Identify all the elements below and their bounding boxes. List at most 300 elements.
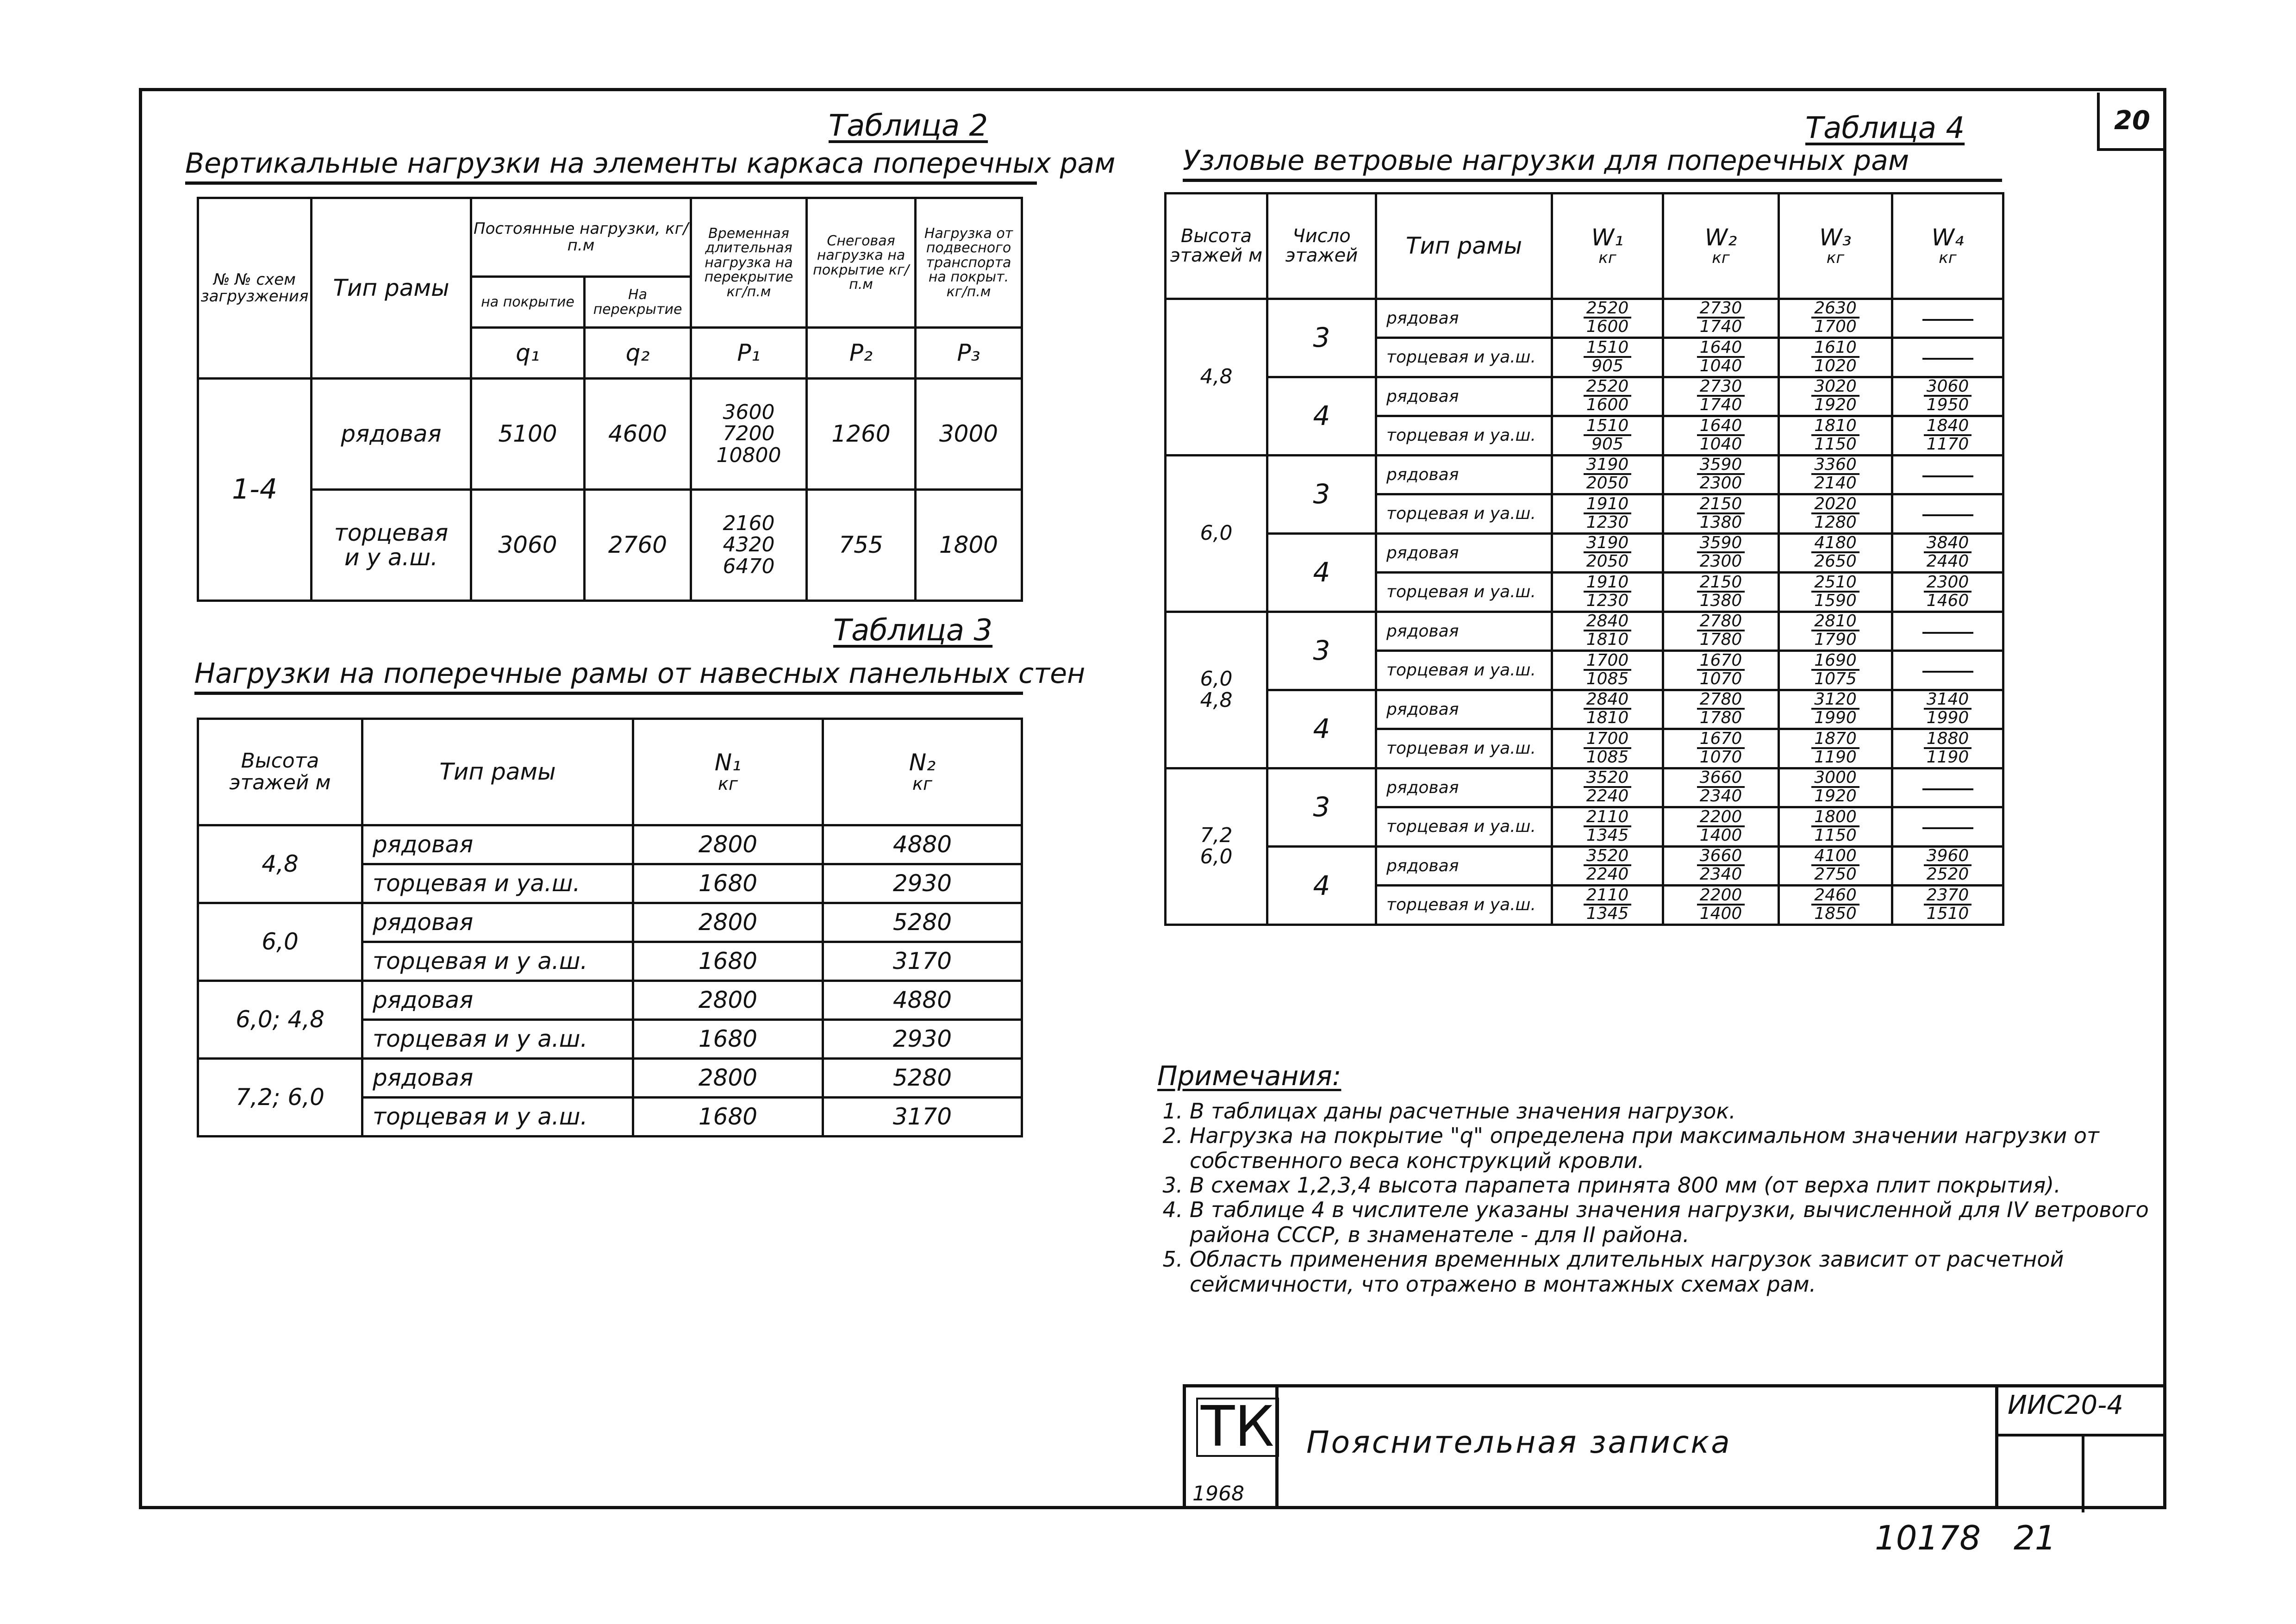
t4-w3-fraction [1811,418,1859,453]
t4-w2 [1663,846,1779,886]
t4-w3-fraction [1811,496,1859,531]
t4-w1-fraction [1584,300,1632,335]
t4-numerator: 4100 [1811,848,1859,866]
t3-height: 6,0 [198,903,362,981]
t4-empty-dash [1922,632,1973,634]
table4-title: Узловые ветровые нагрузки для поперечных рам [1183,144,2002,182]
t4-numerator: 3590 [1697,535,1745,553]
t4-denominator: 1990 [1926,708,1969,728]
t4-denominator: 2240 [1586,787,1629,806]
t4-w1 [1552,690,1663,729]
table4 [1164,192,2004,926]
t4-denominator: 2340 [1699,787,1742,806]
t3-h-unit: кг [912,773,932,794]
t4-frame: торцевая и уа.ш. [1376,886,1552,925]
t4-w1-fraction [1584,613,1632,648]
t4-denominator: 2050 [1586,474,1629,493]
t4-denominator: 2340 [1699,865,1742,884]
t4-h-w3: W₃ [1819,224,1852,251]
t3-n1: 1680 [633,1020,823,1059]
notes [1157,1060,2152,1297]
t4-numerator: 1910 [1584,496,1632,514]
t4-w4 [1892,651,2003,690]
t4-denominator: 1040 [1699,356,1742,375]
t4-denominator: 1590 [1814,591,1857,610]
t4-w4 [1892,729,2003,768]
t4-w4 [1892,377,2003,416]
t4-denominator: 1150 [1814,434,1857,454]
t3-n2: 4880 [823,981,1022,1020]
t4-numerator: 2110 [1584,809,1632,827]
t4-denominator: 1810 [1586,630,1629,650]
t4-w3-fraction [1811,378,1859,413]
t4-w1-fraction [1584,887,1632,922]
t4-w2 [1663,377,1779,416]
t4-w3-fraction [1811,613,1859,648]
t4-denominator: 1510 [1926,904,1969,923]
t4-empty-dash [1922,319,1973,321]
t4-numerator: 2780 [1697,691,1745,710]
t4-w1-fraction [1584,418,1632,453]
t4-w2-fraction [1697,339,1745,375]
t4-numerator: 2520 [1584,300,1632,319]
t4-frame: торцевая и уа.ш. [1376,573,1552,612]
t4-w3-fraction [1811,769,1859,805]
t4-denominator: 2300 [1699,474,1742,493]
t3-h-unit: кг [718,773,738,794]
t4-denominator: 1920 [1814,395,1857,415]
t4-empty-dash [1922,514,1973,516]
t4-denominator: 1085 [1586,669,1629,688]
t4-w2 [1663,807,1779,847]
t4-w1 [1552,494,1663,534]
t2-sym-p3: P₃ [916,328,1022,379]
t4-w2 [1663,299,1779,338]
t4-w1-fraction [1584,769,1632,805]
t4-empty-dash [1922,358,1973,360]
t4-w4 [1892,455,2003,494]
t4-w1 [1552,886,1663,925]
t4-w1-fraction [1584,652,1632,687]
t4-numerator: 3960 [1924,848,1972,866]
t4-w3-fraction [1811,456,1859,492]
t2-p2: 755 [807,490,916,601]
table3-label: Таблица 3 [833,613,993,648]
t4-height: 6,0 [1166,455,1267,612]
t4-w3 [1779,416,1892,456]
t4-w2-fraction [1697,535,1745,570]
t4-w3-fraction [1811,652,1859,687]
t4-count: 4 [1267,377,1376,455]
t4-w1-fraction [1584,535,1632,570]
t4-numerator: 1640 [1697,418,1745,436]
t4-numerator: 2810 [1811,613,1859,631]
t4-w4 [1892,612,2003,651]
t4-w1-fraction [1584,691,1632,726]
t4-denominator: 1400 [1699,904,1742,923]
t3-n1: 2800 [633,903,823,942]
t4-numerator: 1670 [1697,652,1745,671]
t4-w1-fraction [1584,848,1632,883]
t4-numerator: 2840 [1584,691,1632,710]
t4-denominator: 1070 [1699,669,1742,688]
t4-w2 [1663,494,1779,534]
t4-h-unit: кг [1939,248,1957,267]
t4-w1 [1552,612,1663,651]
t2-p3: 3000 [916,379,1022,490]
t4-w1 [1552,807,1663,847]
t3-n2: 4880 [823,825,1022,864]
t4-w3-fraction [1811,809,1859,844]
t4-w4-fraction [1924,731,1972,766]
t4-denominator: 2650 [1814,552,1857,571]
t2-p2: 1260 [807,379,916,490]
t2-sym-p2: P₂ [807,328,916,379]
t4-frame: рядовая [1376,533,1552,573]
t2-scheme: 1-4 [198,379,312,601]
t3-h-n2: N₂ [909,749,936,776]
t4-w3 [1779,612,1892,651]
t3-frame: рядовая [362,981,633,1020]
t4-w3-fraction [1811,535,1859,570]
t4-denominator: 1950 [1926,395,1969,415]
t3-n1: 1680 [633,1098,823,1137]
t4-w4-fraction [1924,378,1972,413]
t4-h-count: Число этажей [1267,194,1376,299]
t4-frame: рядовая [1376,612,1552,651]
t4-denominator: 1780 [1699,630,1742,650]
t2-q2: 2760 [585,490,691,601]
t4-w3 [1779,299,1892,338]
t4-w1 [1552,416,1663,456]
t4-w3-fraction [1811,848,1859,883]
t4-numerator: 1610 [1811,339,1859,358]
t4-denominator: 905 [1591,356,1623,375]
t4-empty-dash [1922,671,1973,673]
t4-w3-fraction [1811,300,1859,335]
t4-w2-fraction [1697,300,1745,335]
t4-h-height: Высота этажей м [1166,194,1267,299]
t2-frame: торцевая и у а.ш. [312,490,471,601]
t4-height: 6,0 4,8 [1166,612,1267,768]
table2 [197,197,1023,602]
t4-numerator: 1690 [1811,652,1859,671]
t4-w3-fraction [1811,691,1859,726]
t4-numerator: 1700 [1584,731,1632,749]
t4-denominator: 1990 [1814,708,1857,728]
title-block [1183,1384,2166,1509]
t3-frame: торцевая и у а.ш. [362,1098,633,1137]
t2-h-crane: Нагрузка от подвесного транспорта на покрыт. кг/п.м [916,198,1022,328]
t4-h-unit: кг [1826,248,1845,267]
t4-w2-fraction [1697,887,1745,922]
t4-denominator: 1460 [1926,591,1969,610]
t4-w4-fraction [1924,535,1972,570]
t4-numerator: 1840 [1924,418,1972,436]
t4-w2-fraction [1697,731,1745,766]
t3-height: 4,8 [198,825,362,903]
t4-w3 [1779,573,1892,612]
t3-n1: 2800 [633,825,823,864]
t4-denominator: 1740 [1699,395,1742,415]
t4-denominator: 2140 [1814,474,1857,493]
table4-label: Таблица 4 [1805,111,1965,145]
t4-frame: рядовая [1376,690,1552,729]
t4-w4 [1892,768,2003,807]
t4-count: 4 [1267,690,1376,768]
t4-denominator: 1020 [1814,356,1857,375]
t3-n2: 2930 [823,1020,1022,1059]
t4-w2 [1663,690,1779,729]
t4-w3 [1779,886,1892,925]
org-logo: ТК [1196,1398,1279,1457]
t4-denominator: 1230 [1586,591,1629,610]
t4-numerator: 2630 [1811,300,1859,319]
t4-numerator: 3660 [1697,769,1745,788]
t4-w4-fraction [1924,418,1972,453]
t2-h-temp: Временная длительная нагрузка на перекрытие кг/п.м [691,198,807,328]
t4-w1-fraction [1584,456,1632,492]
t4-numerator: 2150 [1697,496,1745,514]
t4-w3 [1779,846,1892,886]
t4-denominator: 1085 [1586,747,1629,767]
t4-w1 [1552,729,1663,768]
t4-w4 [1892,846,2003,886]
t4-w3 [1779,768,1892,807]
t4-w2-fraction [1697,613,1745,648]
t4-numerator: 1510 [1584,339,1632,358]
t4-w2-fraction [1697,378,1745,413]
t4-numerator: 3000 [1811,769,1859,788]
t3-h-n1: N₁ [714,749,742,776]
t4-empty-dash [1922,788,1973,790]
t4-frame: торцевая и уа.ш. [1376,651,1552,690]
notes-title: Примечания: [1157,1060,1341,1092]
t4-height: 4,8 [1166,299,1267,455]
t4-w2-fraction [1697,691,1745,726]
t4-denominator: 1780 [1699,708,1742,728]
note-item: 3. В схемах 1,2,3,4 высота парапета принята 800 мм (от верха плит покрытия). [1190,1173,2152,1198]
t4-denominator: 905 [1591,434,1623,454]
t4-numerator: 3190 [1584,456,1632,475]
t4-frame: торцевая и уа.ш. [1376,494,1552,534]
t3-frame: рядовая [362,825,633,864]
t3-n2: 3170 [823,1098,1022,1137]
t4-numerator: 4180 [1811,535,1859,553]
t4-w4 [1892,533,2003,573]
t4-numerator: 1880 [1924,731,1972,749]
t2-sym-q2: q₂ [585,328,691,379]
t4-frame: рядовая [1376,455,1552,494]
t4-w2 [1663,612,1779,651]
t4-w3 [1779,533,1892,573]
t4-numerator: 1640 [1697,339,1745,358]
t4-w4-fraction [1924,574,1972,609]
t4-numerator: 3520 [1584,769,1632,788]
t4-w1 [1552,573,1663,612]
t4-w1 [1552,299,1663,338]
code-cell [1995,1387,2166,1509]
t4-denominator: 1400 [1699,825,1742,845]
t4-w4 [1892,573,2003,612]
t4-w3 [1779,377,1892,416]
t4-numerator: 1510 [1584,418,1632,436]
t4-count: 4 [1267,846,1376,924]
t4-w3 [1779,651,1892,690]
t4-numerator: 1870 [1811,731,1859,749]
t4-w2-fraction [1697,418,1745,453]
t4-denominator: 1740 [1699,317,1742,337]
t4-numerator: 2200 [1697,809,1745,827]
t4-w2-fraction [1697,456,1745,492]
t4-denominator: 2300 [1699,552,1742,571]
t4-w1 [1552,651,1663,690]
t4-count: 3 [1267,768,1376,846]
t4-numerator: 3660 [1697,848,1745,866]
t4-h-w1: W₁ [1591,224,1624,251]
t2-h-const-floor: На перекрытие [585,277,691,328]
t4-h-frame: Тип рамы [1376,194,1552,299]
t4-numerator: 2150 [1697,574,1745,593]
t4-numerator: 2730 [1697,378,1745,397]
t2-h-scheme: № № схем загрузжения [198,198,312,379]
t4-denominator: 2440 [1926,552,1969,571]
t2-h-const-roof: на покрытие [471,277,585,328]
t4-denominator: 1190 [1926,747,1969,767]
t4-numerator: 1910 [1584,574,1632,593]
t4-denominator: 1810 [1586,708,1629,728]
t3-frame: торцевая и уа.ш. [362,864,633,903]
t2-q2: 4600 [585,379,691,490]
t4-denominator: 1075 [1814,669,1857,688]
t4-denominator: 1790 [1814,630,1857,650]
table3-title: Нагрузки на поперечные рамы от навесных панельных стен [194,657,1023,695]
t4-frame: торцевая и уа.ш. [1376,338,1552,377]
t4-denominator: 1230 [1586,512,1629,532]
t4-numerator: 2510 [1811,574,1859,593]
t3-height: 6,0; 4,8 [198,981,362,1059]
t4-denominator: 2240 [1586,865,1629,884]
t3-n2: 5280 [823,903,1022,942]
t4-w1-fraction [1584,574,1632,609]
t4-denominator: 2520 [1926,865,1969,884]
t4-w2 [1663,651,1779,690]
t4-w4-fraction [1924,887,1972,922]
t4-h-w2: W₂ [1704,224,1737,251]
t4-w4 [1892,416,2003,456]
t4-w4-fraction [1924,848,1972,883]
t4-count: 3 [1267,455,1376,533]
t4-w4 [1892,886,2003,925]
t4-w4 [1892,299,2003,338]
t4-numerator: 3360 [1811,456,1859,475]
t4-denominator: 1150 [1814,825,1857,845]
t4-w1 [1552,455,1663,494]
t4-numerator: 3140 [1924,691,1972,710]
t4-denominator: 1070 [1699,747,1742,767]
t4-w3 [1779,455,1892,494]
t2-q1: 5100 [471,379,585,490]
t4-w1-fraction [1584,731,1632,766]
t4-w2-fraction [1697,496,1745,531]
t4-w4 [1892,807,2003,847]
t4-denominator: 1040 [1699,434,1742,454]
t4-frame: рядовая [1376,846,1552,886]
t4-numerator: 2780 [1697,613,1745,631]
t4-numerator: 3020 [1811,378,1859,397]
t4-numerator: 1800 [1811,809,1859,827]
t3-frame: торцевая и у а.ш. [362,1020,633,1059]
t3-n2: 2930 [823,864,1022,903]
footer-left: 10178 [1875,1518,1981,1557]
t4-w4 [1892,494,2003,534]
t4-frame: торцевая и уа.ш. [1376,416,1552,456]
t4-numerator: 1700 [1584,652,1632,671]
t4-numerator: 3060 [1924,378,1972,397]
t4-w2-fraction [1697,769,1745,805]
t4-numerator: 2460 [1811,887,1859,906]
t4-w3 [1779,494,1892,534]
t4-w2 [1663,533,1779,573]
t4-empty-dash [1922,475,1973,477]
t2-sym-p1: P₁ [691,328,807,379]
t4-w2 [1663,455,1779,494]
t4-denominator: 2050 [1586,552,1629,571]
t2-h-const: Постоянные нагрузки, кг/п.м [471,198,691,277]
t4-frame: торцевая и уа.ш. [1376,807,1552,847]
t4-denominator: 1190 [1814,747,1857,767]
t4-w1-fraction [1584,496,1632,531]
t4-numerator: 2300 [1924,574,1972,593]
t4-denominator: 1280 [1814,512,1857,532]
t4-denominator: 2750 [1814,865,1857,884]
table2-label: Таблица 2 [829,109,988,143]
t4-numerator: 3520 [1584,848,1632,866]
t4-height: 7,2 6,0 [1166,768,1267,924]
t4-h-unit: кг [1712,248,1730,267]
t2-h-snow: Снеговая нагрузка на покрытие кг/п.м [807,198,916,328]
t4-denominator: 1170 [1926,434,1969,454]
t4-frame: рядовая [1376,768,1552,807]
t4-w3 [1779,690,1892,729]
t4-w3-fraction [1811,887,1859,922]
t3-h-height: Высота этажей м [198,719,362,825]
t4-denominator: 1600 [1586,317,1629,337]
t4-numerator: 2020 [1811,496,1859,514]
note-item: 4. В таблице 4 в числителе указаны значения нагрузки, вычисленной для IV ветрового района СССР, в знаменателе - для II района. [1190,1198,2152,1247]
t4-w3-fraction [1811,339,1859,375]
t3-n1: 2800 [633,1059,823,1098]
t4-frame: рядовая [1376,299,1552,338]
t4-w4 [1892,338,2003,377]
t4-numerator: 3840 [1924,535,1972,553]
t4-w2 [1663,729,1779,768]
t4-numerator: 2200 [1697,887,1745,906]
t2-q1: 3060 [471,490,585,601]
t4-w3-fraction [1811,731,1859,766]
t4-w2 [1663,573,1779,612]
t4-denominator: 1380 [1699,512,1742,532]
t4-w2 [1663,886,1779,925]
t4-w3 [1779,807,1892,847]
t4-numerator: 3590 [1697,456,1745,475]
t3-h-frame: Тип рамы [362,719,633,825]
t4-numerator: 3190 [1584,535,1632,553]
t4-numerator: 1810 [1811,418,1859,436]
note-item: 2. Нагрузка на покрытие "q" определена при максимальном значении нагрузки от собственного веса конструкций кровли. [1190,1124,2152,1173]
t4-h-w4: W₄ [1931,224,1964,251]
t4-w1 [1552,846,1663,886]
